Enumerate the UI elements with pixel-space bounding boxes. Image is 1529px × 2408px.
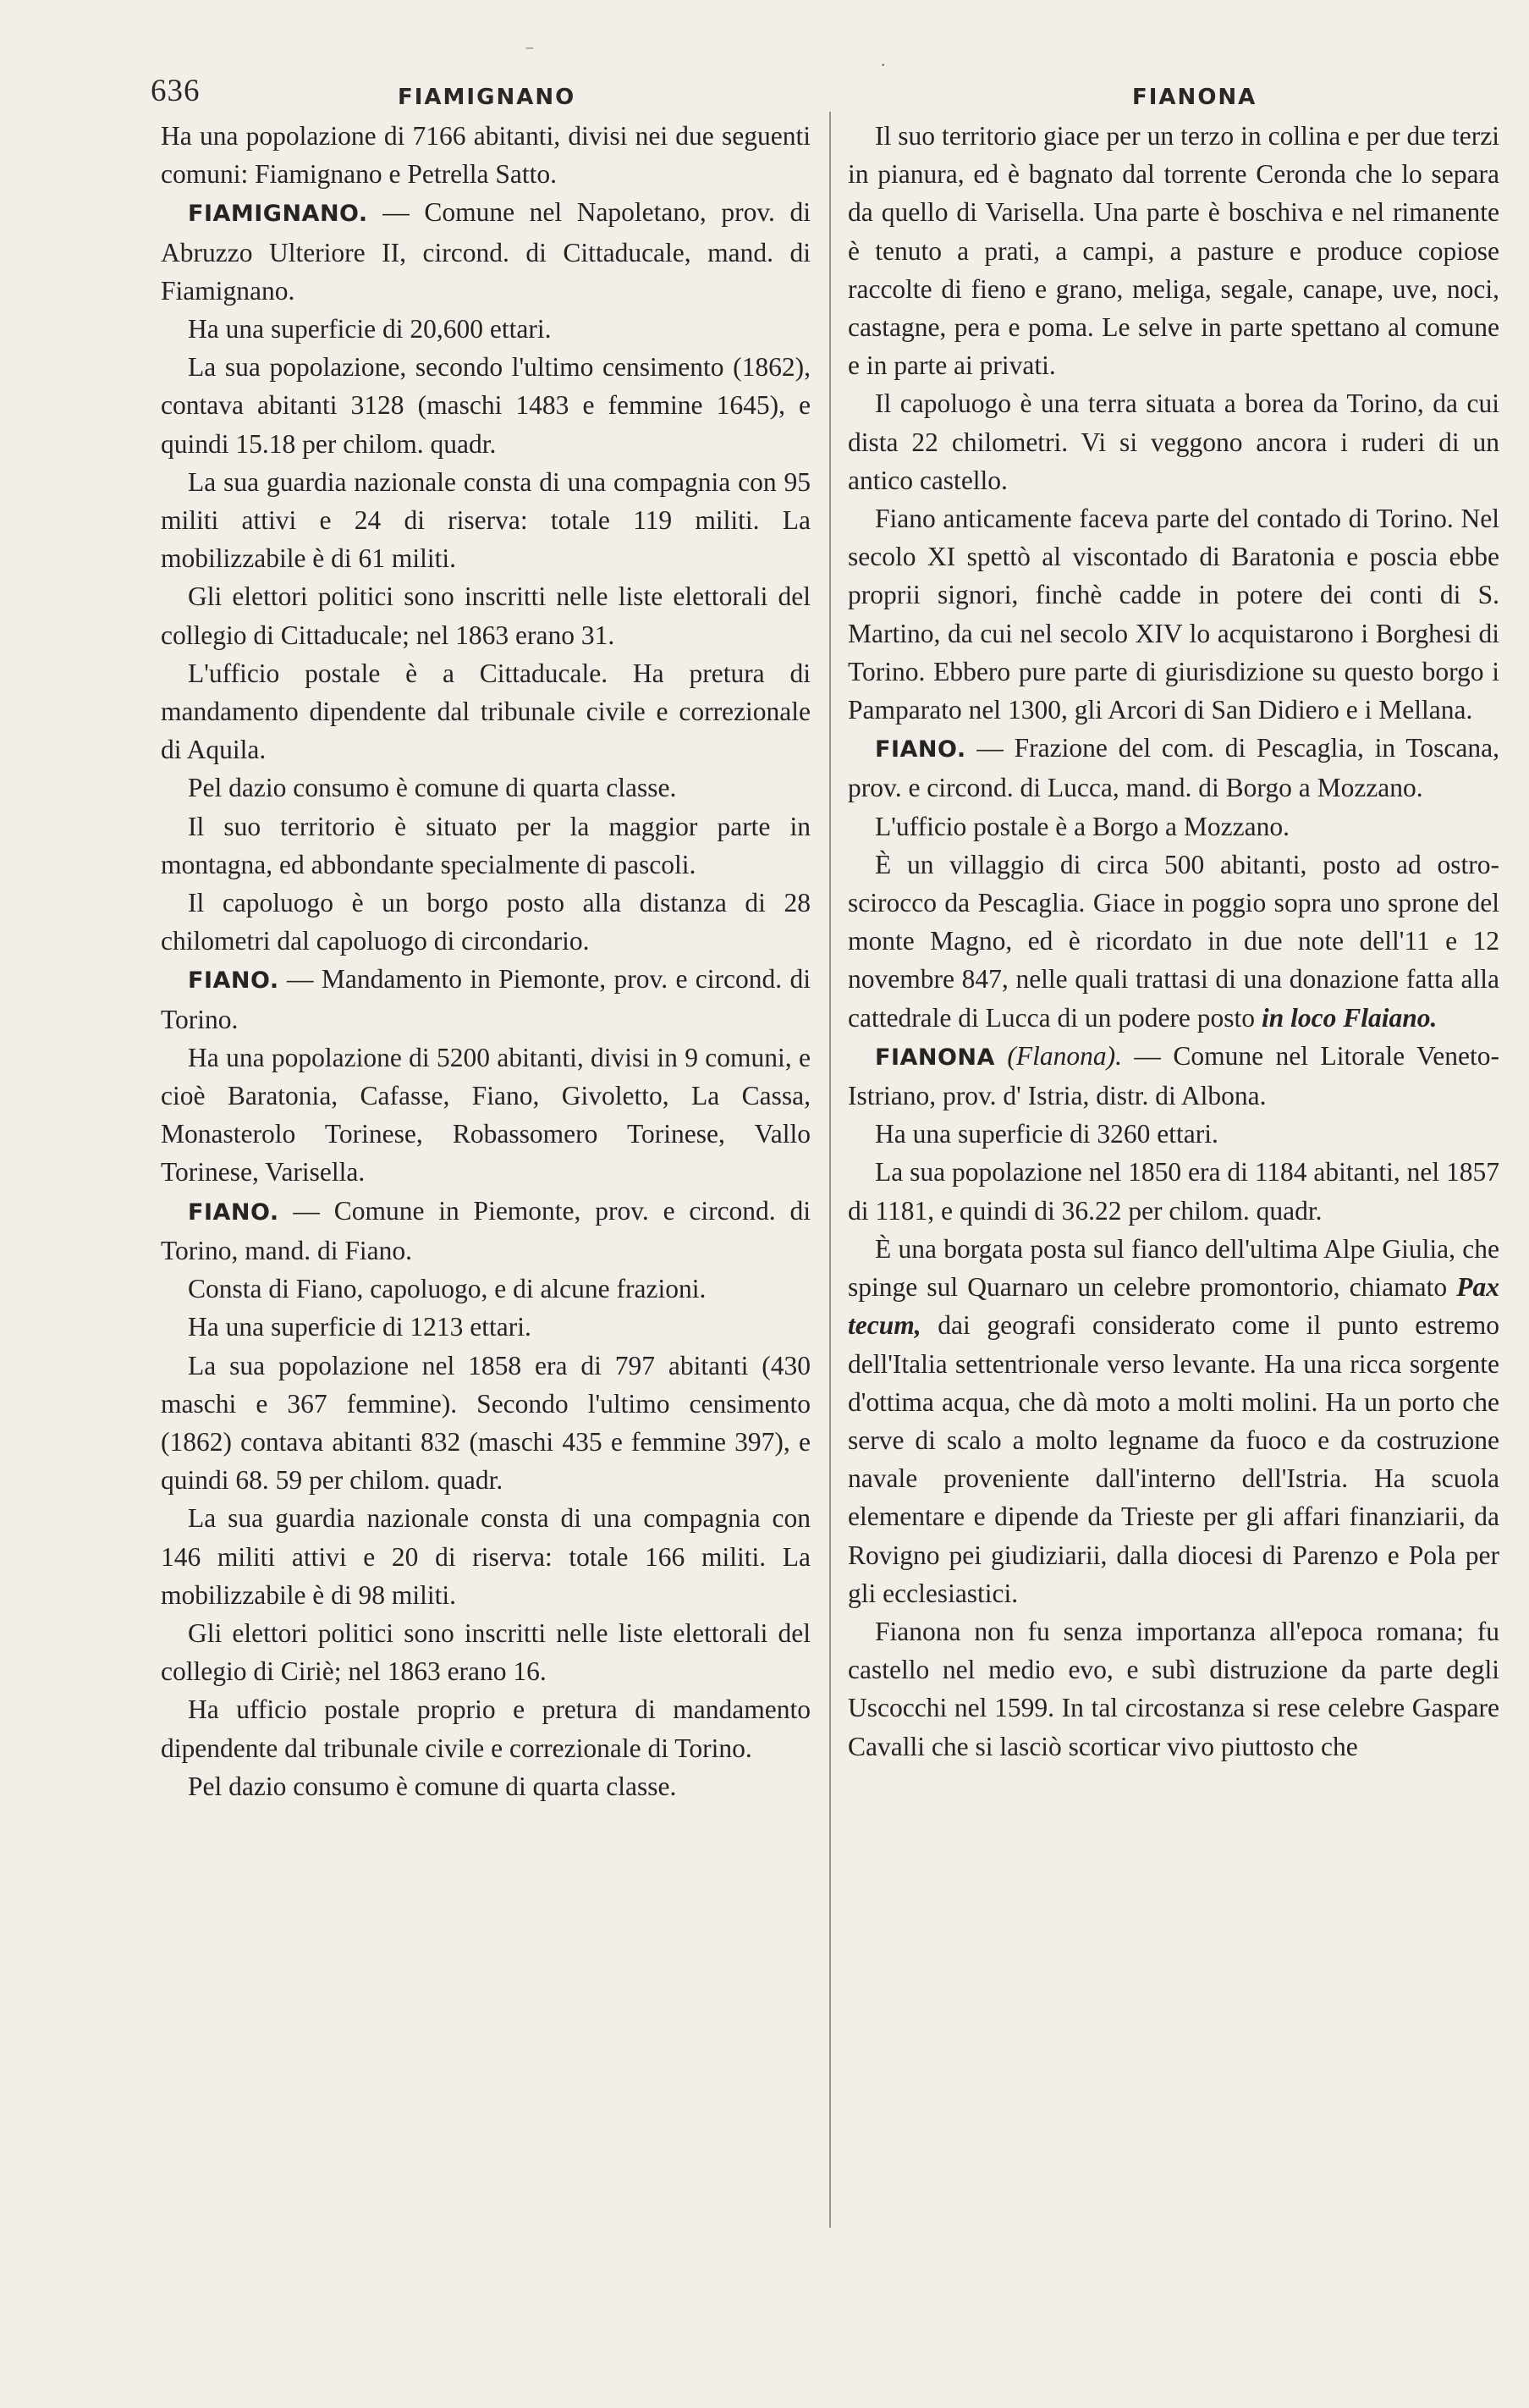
paragraph: Pel dazio consumo è comune di quarta classe.	[188, 1771, 677, 1801]
paragraph: Ha una popolazione di 5200 abitanti, divisi in 9 comuni, e cioè Baratonia, Cafasse, Fiano, Givoletto, La Cassa, Monasterolo Torinese, Robassomero Torinese, Vallo Torinese, Varisella.	[161, 1042, 811, 1187]
paragraph: Fianona non fu senza importanza all'epoca romana; fu castello nel medio evo, e subì distruzione da parte degli Uscocchi nel 1599. In tal circostanza si rese celebre Gaspare Cavalli che si lasciò scorticar vivo piuttosto che	[848, 1616, 1499, 1761]
entry-latin-name: (Flanona).	[1007, 1040, 1122, 1071]
column-divider	[829, 112, 831, 2228]
entry-text: — Comune in Piemonte, prov. e circond. di Torino, mand. di Fiano.	[161, 1195, 811, 1265]
entry-paragraph	[161, 1192, 811, 1270]
paragraph: Il suo territorio giace per un terzo in collina e per due terzi in pianura, ed è bagnato dal torrente Ceronda che lo separa da quello di Varisella. Una parte è boschiva e nel rimanente è tenuto a prati, a campi, a pasture e produce copiose raccolte di fieno e grano, meliga, segale, canape, uve, noci, castagne, pera e poma. Le selve in parte spettano al comune e in parte ai privati.	[848, 121, 1499, 381]
entry-text: — Comune nel Napoletano, prov. di Abruzzo Ulteriore II, circond. di Cittaducale, mand. di Fiamignano.	[161, 197, 811, 306]
paragraph: Ha ufficio postale proprio e pretura di mandamento dipendente dal tribunale civile e correzionale di Torino.	[161, 1694, 811, 1763]
print-speck: ·	[880, 54, 887, 75]
page-number: 636	[151, 74, 201, 108]
entry-text: — Comune nel Litorale Veneto-Istriano, prov. d' Istria, distr. di Albona.	[848, 1040, 1499, 1111]
paragraph: Ha una superficie di 20,600 ettari.	[188, 314, 552, 344]
paragraph: La sua popolazione nel 1858 era di 797 abitanti (430 maschi e 367 femmine). Secondo l'ultimo censimento (1862) contava abitanti 832 (maschi 435 e femmine 397), e quindi 68. 59 per chilom. quadr.	[161, 1350, 811, 1496]
right-running-head: FIANONA	[1132, 85, 1257, 110]
paragraph: La sua guardia nazionale consta di una compagnia con 95 militi attivi e 24 di riserva: totale 119 militi. La mobilizzabile è di 61 militi.	[161, 466, 811, 574]
paragraph: Il capoluogo è un borgo posto alla distanza di 28 chilometri dal capoluogo di circondario.	[161, 888, 811, 956]
paragraph: Gli elettori politici sono inscritti nelle liste elettorali del collegio di Cittaducale; nel 1863 erano 31.	[161, 581, 811, 650]
paragraph: Gli elettori politici sono inscritti nelle liste elettorali del collegio di Ciriè; nel 1863 erano 16.	[161, 1617, 811, 1687]
left-column	[161, 117, 811, 1805]
paragraph-text: dai geografi considerato come il punto estremo dell'Italia settentrionale verso levante. Ha una ricca sorgente d'ottima acqua, che dà moto a molti molini. Ha un porto che serve di scalo a molto legname da fuoco e da costruzione navale proveniente dall'interno dell'Istria. Ha scuola elementare e dipende da Trieste per gli affari finanziarii, da Rovigno pei giudiziarii, dalla diocesi di Parenzo e Pola per gli ecclesiastici.	[848, 1310, 1499, 1608]
italic-phrase: in loco Flaiano.	[1261, 1002, 1438, 1033]
left-running-head: FIAMIGNANO	[398, 85, 576, 110]
paragraph: Il capoluogo è una terra situata a borea da Torino, da cui dista 22 chilometri. Vi si veggono ancora i ruderi di un antico castello.	[848, 388, 1499, 495]
print-speck: ⁻	[525, 41, 535, 62]
entry-paragraph	[848, 729, 1499, 807]
paragraph: Ha una superficie di 1213 ettari.	[188, 1312, 531, 1342]
paragraph	[848, 846, 1499, 1037]
entry-paragraph	[848, 1037, 1499, 1115]
entry-text: — Frazione del com. di Pescaglia, in Toscana, prov. e circond. di Lucca, mand. di Borgo a Mozzano.	[848, 733, 1499, 803]
paragraph: L'ufficio postale è a Cittaducale. Ha pretura di mandamento dipendente dal tribunale civile e correzionale di Aquila.	[161, 658, 811, 765]
paragraph-text: È una borgata posta sul fianco dell'ultima Alpe Giulia, che spinge sul Quarnaro un celebre promontorio, chiamato	[848, 1233, 1499, 1303]
paragraph-text: È un villaggio di circa 500 abitanti, posto ad ostro-scirocco da Pescaglia. Giace in poggio sopra uno sprone del monte Magno, ed è ricordato in due note dell'11 e 12 novembre 847, nelle quali trattasi di una donazione fatta alla cattedrale di Lucca di un podere posto	[848, 849, 1499, 1033]
paragraph: Pel dazio consumo è comune di quarta classe.	[188, 773, 677, 803]
paragraph: La sua popolazione nel 1850 era di 1184 abitanti, nel 1857 di 1181, e quindi di 36.22 per chilom. quadr.	[848, 1157, 1500, 1226]
entry-heading: FIANO.	[188, 1198, 279, 1226]
right-column	[848, 117, 1499, 1766]
paragraph: La sua popolazione, secondo l'ultimo censimento (1862), contava abitanti 3128 (maschi 1483 e femmine 1645), e quindi 15.18 per chilom. quadr.	[161, 352, 811, 459]
entry-text: — Mandamento in Piemonte, prov. e circond. di Torino.	[161, 964, 811, 1034]
paragraph: L'ufficio postale è a Borgo a Mozzano.	[875, 811, 1290, 841]
entry-paragraph	[161, 193, 811, 310]
paragraph: Fiano anticamente faceva parte del contado di Torino. Nel secolo XI spettò al viscontado di Baratonia e poscia ebbe proprii signori, finchè cadde in potere dei conti di S. Martino, da cui nel secolo XIV lo acquistarono i Borghesi di Torino. Ebbero pure parte di giurisdizione su questo borgo i Pamparato nel 1300, gli Arcori di San Didiero e i Mellana.	[848, 504, 1499, 725]
entry-heading: FIANO.	[188, 967, 279, 995]
entry-heading: FIANO.	[875, 736, 966, 763]
paragraph	[848, 1230, 1499, 1612]
entry-paragraph	[161, 960, 811, 1038]
paragraph: Ha una popolazione di 7166 abitanti, divisi nei due seguenti comuni: Fiamignano e Petrella Satto.	[161, 121, 811, 190]
paragraph: Consta di Fiano, capoluogo, e di alcune frazioni.	[188, 1274, 707, 1304]
entry-heading: FIAMIGNANO.	[188, 201, 368, 228]
paragraph: La sua guardia nazionale consta di una compagnia con 146 militi attivi e 20 di riserva: totale 166 militi. La mobilizzabile è di 98 militi.	[161, 1503, 811, 1610]
entry-heading: FIANONA	[875, 1044, 995, 1071]
italic-phrase: Pax tecum,	[848, 1272, 1499, 1341]
paragraph: Il suo territorio è situato per la maggior parte in montagna, ed abbondante specialmente di pascoli.	[161, 811, 811, 879]
paragraph: Ha una superficie di 3260 ettari.	[875, 1119, 1218, 1149]
